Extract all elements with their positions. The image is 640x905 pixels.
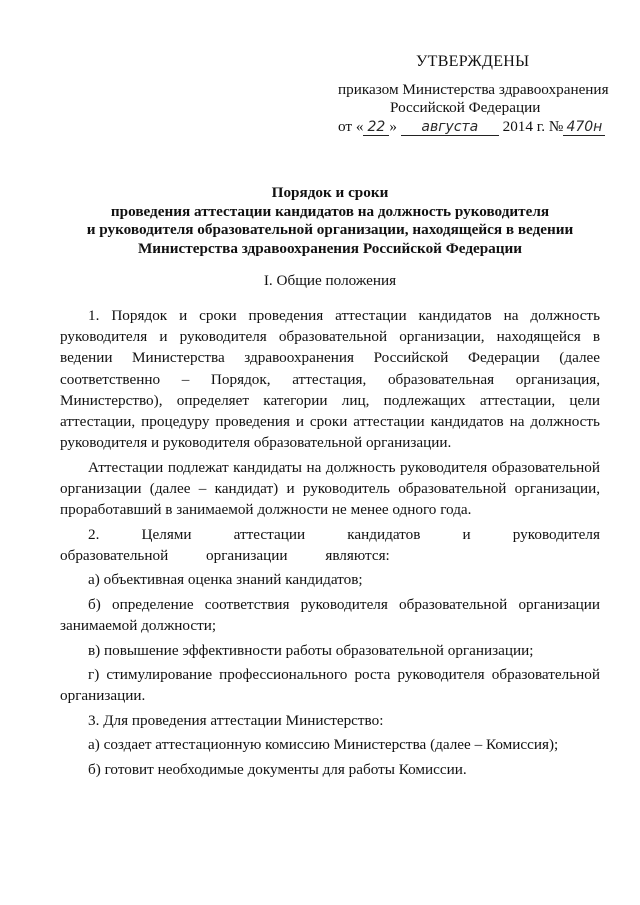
paragraph-5: б) определение соответствия руководителя образовательной организации занимаемой должности; — [60, 595, 600, 635]
handwritten-day: 22 — [363, 120, 389, 136]
document-title — [60, 184, 600, 258]
paragraph-8: 3. Для проведения аттестации Министерство: — [88, 711, 384, 729]
paragraph-6: в) повышение эффективности работы образовательной организации; — [88, 641, 534, 659]
paragraph-2: Аттестации подлежат кандидаты на должность руководителя образовательной организации (далее – кандидат) и руководитель образовательной организации, проработавший в занимаемой должности не менее одного года. — [60, 458, 600, 519]
paragraph-1: 1. Порядок и сроки проведения аттестации кандидатов на должность руководителя и руководителя образовательной организации, находящейся в ведении Министерства здравоохранения Российской Федерации (далее соответственно – Порядок, аттестация, образовательная организация, Министерство), определяет категории лиц, подлежащих аттестации, цели аттестации, процедуру проведения и сроки аттестации кандидатов на должность руководителя и руководителя образовательной организации. — [60, 307, 600, 452]
order-line-2: Российской Федерации — [390, 99, 541, 116]
date-mid: » — [389, 118, 398, 135]
handwritten-month: августа — [401, 120, 499, 136]
paragraph-3: 2. Целями аттестации кандидатов и руководителя образовательной организации являются: — [60, 525, 600, 564]
handwritten-order-number: 470н — [563, 120, 605, 136]
paragraph-10: б) готовит необходимые документы для работы Комиссии. — [88, 760, 467, 778]
title-line-1: Порядок и сроки — [271, 184, 389, 201]
paragraph-4: а) объективная оценка знаний кандидатов; — [88, 571, 363, 589]
title-line-3: и руководителя образовательной организации, находящейся в ведении — [86, 221, 574, 238]
title-line-2: проведения аттестации кандидатов на должность руководителя — [110, 202, 550, 220]
paragraph-9: а) создает аттестационную комиссию Министерства (далее – Комиссия); — [88, 736, 559, 754]
year-and-number-label: 2014 г. № — [502, 118, 564, 135]
title-line-4: Министерства здравоохранения Российской Федерации — [137, 239, 523, 257]
order-line-1: приказом Министерства здравоохранения — [338, 81, 609, 98]
approval-heading: УТВЕРЖДЕНЫ — [416, 53, 530, 70]
section-heading: I. Общие положения — [263, 272, 397, 289]
paragraph-7: г) стимулирование профессионального роста руководителя образовательной организации. — [60, 666, 600, 705]
document-body — [60, 305, 600, 783]
date-prefix: от « — [338, 118, 364, 135]
order-date-line — [338, 117, 605, 136]
